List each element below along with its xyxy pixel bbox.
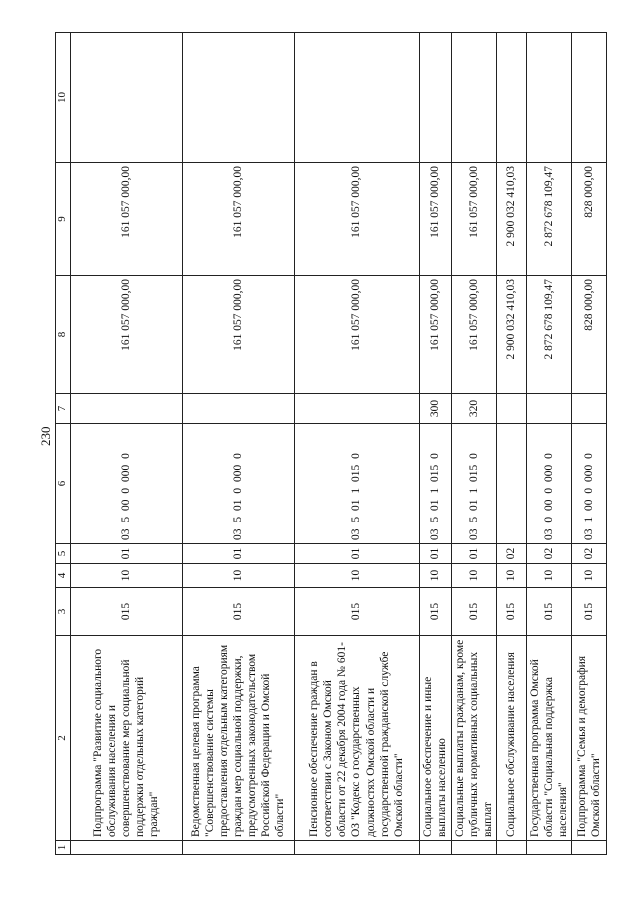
amount-col9-cell: 161 057 000,00 [419,163,451,276]
header-cell: 2 [56,636,71,841]
table-row [70,33,182,855]
table-row [182,33,294,855]
section-cell: 10 [572,564,607,588]
section-cell: 10 [182,564,294,588]
row-number-cell [496,841,526,855]
header-cell: 4 [56,564,71,588]
subsection-cell: 01 [451,544,496,564]
header-cell: 9 [56,163,71,276]
row-number-cell [526,841,571,855]
section-cell: 10 [526,564,571,588]
subsection-cell: 02 [496,544,526,564]
subsection-cell: 02 [572,544,607,564]
amount-col8-cell: 161 057 000,00 [451,276,496,394]
subsection-cell: 01 [419,544,451,564]
budget-sheet [55,33,605,855]
section-cell: 10 [451,564,496,588]
row-number-cell [70,841,182,855]
target-article-cell: 03 5 00 0 000 0 [70,424,182,544]
admin-code-cell: 015 [182,588,294,636]
amount-col9-cell: 2 872 678 109,47 [526,163,571,276]
target-article-cell: 03 0 00 0 000 0 [526,424,571,544]
header-cell: 5 [56,544,71,564]
amount-col10-cell [182,33,294,163]
amount-col10-cell [496,33,526,163]
target-article-cell: 03 5 01 1 015 0 [451,424,496,544]
target-article-cell: 03 5 01 1 015 0 [419,424,451,544]
admin-code-cell: 015 [496,588,526,636]
row-number-cell [419,841,451,855]
amount-col8-cell: 161 057 000,00 [182,276,294,394]
subsection-cell: 02 [526,544,571,564]
admin-code-cell: 015 [572,588,607,636]
item-name-cell: Социальное обеспечение и иные выплаты населению [419,636,451,841]
amount-col9-cell: 161 057 000,00 [294,163,419,276]
header-cell: 1 [56,841,71,855]
amount-col8-cell: 2 900 032 410,03 [496,276,526,394]
admin-code-cell: 015 [451,588,496,636]
item-name-cell: Подпрограмма "Развитие социального обслуживания населения и совершенствование мер социальной поддержки отдельных категорий граждан" [70,636,182,841]
row-number-cell [182,841,294,855]
section-cell: 10 [70,564,182,588]
budget-table [55,32,607,855]
amount-col10-cell [451,33,496,163]
admin-code-cell: 015 [526,588,571,636]
table-row [419,33,451,855]
header-cell: 3 [56,588,71,636]
expense-type-cell [70,394,182,424]
table-row [451,33,496,855]
expense-type-cell [182,394,294,424]
amount-col10-cell [294,33,419,163]
amount-col10-cell [526,33,571,163]
amount-col10-cell [419,33,451,163]
row-number-cell [294,841,419,855]
header-cell: 10 [56,33,71,163]
expense-type-cell [496,394,526,424]
header-cell: 6 [56,424,71,544]
subsection-cell: 01 [294,544,419,564]
amount-col10-cell [572,33,607,163]
section-cell: 10 [294,564,419,588]
subsection-cell: 01 [70,544,182,564]
table-row [496,33,526,855]
header-cell: 8 [56,276,71,394]
table-row [572,33,607,855]
item-name-cell: Пенсионное обеспечение граждан в соответствии с Законом Омской области от 22 декабря 2004 года № 601-ОЗ "Кодекс о государственных должностях Омской области и государственной гражданской службе Омской области" [294,636,419,841]
header-row [56,33,71,855]
expense-type-cell: 320 [451,394,496,424]
expense-type-cell [294,394,419,424]
amount-col8-cell: 2 872 678 109,47 [526,276,571,394]
target-article-cell: 03 5 01 0 000 0 [182,424,294,544]
page-number: 230 [38,426,53,446]
subsection-cell: 01 [182,544,294,564]
item-name-cell: Ведомственная целевая программа "Совершенствование системы предоставления отдельным категориям граждан мер социальной поддержки, предусмотренных законодательством Российской Федерации и Омской области" [182,636,294,841]
table-row [294,33,419,855]
target-article-cell [496,424,526,544]
item-name-cell: Государственная программа Омской области "Социальная поддержка населения" [526,636,571,841]
amount-col8-cell: 161 057 000,00 [70,276,182,394]
section-cell: 10 [496,564,526,588]
amount-col10-cell [70,33,182,163]
target-article-cell: 03 5 01 1 015 0 [294,424,419,544]
amount-col8-cell: 161 057 000,00 [419,276,451,394]
table-row [526,33,571,855]
expense-type-cell [572,394,607,424]
row-number-cell [572,841,607,855]
amount-col9-cell: 828 000,00 [572,163,607,276]
item-name-cell: Подпрограмма "Семья и демография Омской области" [572,636,607,841]
admin-code-cell: 015 [419,588,451,636]
admin-code-cell: 015 [70,588,182,636]
target-article-cell: 03 1 00 0 000 0 [572,424,607,544]
item-name-cell: Социальные выплаты гражданам, кроме публичных нормативных социальных выплат [451,636,496,841]
section-cell: 10 [419,564,451,588]
amount-col9-cell: 161 057 000,00 [70,163,182,276]
row-number-cell [451,841,496,855]
amount-col9-cell: 161 057 000,00 [451,163,496,276]
amount-col8-cell: 161 057 000,00 [294,276,419,394]
expense-type-cell: 300 [419,394,451,424]
admin-code-cell: 015 [294,588,419,636]
header-cell: 7 [56,394,71,424]
amount-col8-cell: 828 000,00 [572,276,607,394]
expense-type-cell [526,394,571,424]
item-name-cell: Социальное обслуживание населения [496,636,526,841]
amount-col9-cell: 161 057 000,00 [182,163,294,276]
amount-col9-cell: 2 900 032 410,03 [496,163,526,276]
